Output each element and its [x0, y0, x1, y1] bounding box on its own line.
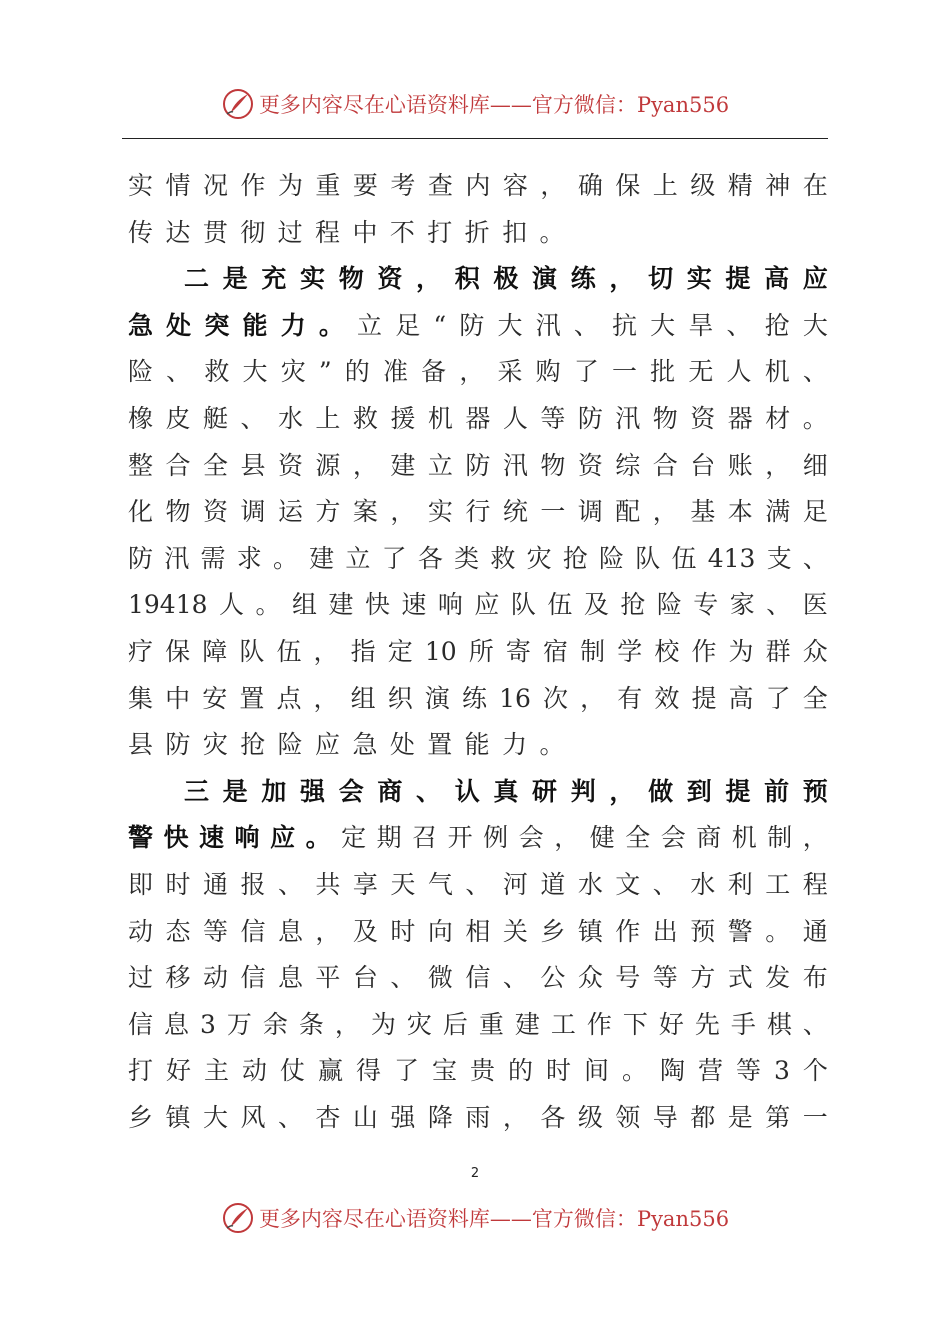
- header-rule: [122, 138, 828, 139]
- quill-pen-logo-icon: [221, 87, 255, 121]
- text-line: 急 处 突 能 力 。 立 足 “ 防 大 汛 、 抗 大 旱 、 抢 大: [128, 310, 828, 340]
- text-line: 三 是 加 强 会 商 、 认 真 研 判 ， 做 到 提 前 预: [184, 776, 828, 806]
- text-line: 化 物 资 调 运 方 案 ， 实 行 统 一 调 配 ， 基 本 满 足: [128, 497, 828, 527]
- document-body: [128, 163, 828, 1141]
- text-line: 防 汛 需 求 。 建 立 了 各 类 救 灾 抢 险 队 伍 413 支 、: [128, 543, 828, 573]
- text-line: 橡 皮 艇 、 水 上 救 援 机 器 人 等 防 汛 物 资 器 材 。: [128, 403, 828, 433]
- text-line: 险 、 救 大 灾 ” 的 准 备 ， 采 购 了 一 批 无 人 机 、: [128, 357, 828, 387]
- text-line: 集 中 安 置 点 ， 组 织 演 练 16 次 ， 有 效 提 高 了 全: [128, 683, 828, 713]
- wechat-id: Pyan556: [636, 1207, 730, 1231]
- wechat-id: Pyan556: [636, 93, 730, 117]
- footer-banner: [0, 1196, 950, 1240]
- banner-text: [259, 89, 729, 119]
- text-line: 警 快 速 响 应 。 定 期 召 开 例 会 ， 健 全 会 商 机 制 ，: [128, 823, 828, 853]
- banner-label: 更多内容尽在心语资料库——官方微信：: [258, 93, 637, 117]
- text-line: 动 态 等 信 息 ， 及 时 向 相 关 乡 镇 作 出 预 警 。 通: [128, 916, 828, 946]
- text-line: 乡 镇 大 风 、 杏 山 强 降 雨 ， 各 级 领 导 都 是 第 一: [128, 1102, 828, 1132]
- text-line: 疗 保 障 队 伍 ， 指 定 10 所 寄 宿 制 学 校 作 为 群 众: [128, 636, 828, 666]
- text-line: 实 情 况 作 为 重 要 考 查 内 容 ， 确 保 上 级 精 神 在: [128, 171, 828, 200]
- text-line: 打 好 主 动 仗 赢 得 了 宝 贵 的 时 间 。 陶 营 等 3 个: [128, 1056, 828, 1086]
- banner-text: [259, 1203, 729, 1233]
- page-number: 2: [470, 1166, 480, 1181]
- text-line: 过 移 动 信 息 平 台 、 微 信 、 公 众 号 等 方 式 发 布: [128, 963, 828, 993]
- header-banner: [0, 82, 950, 126]
- text-line: 传 达 贯 彻 过 程 中 不 打 折 扣 。: [128, 217, 565, 247]
- text-line: 即 时 通 报 、 共 享 天 气 、 河 道 水 文 、 水 利 工 程: [128, 869, 828, 899]
- text-line: 二 是 充 实 物 资 ， 积 极 演 练 ， 切 实 提 高 应: [184, 264, 828, 294]
- text-line: 整 合 全 县 资 源 ， 建 立 防 汛 物 资 综 合 台 账 ， 细: [128, 450, 828, 480]
- text-line: 19418 人 。 组 建 快 速 响 应 队 伍 及 抢 险 专 家 、 医: [128, 590, 828, 620]
- quill-pen-logo-icon: [221, 1201, 255, 1235]
- text-line: 县 防 灾 抢 险 应 急 处 置 能 力 。: [128, 730, 565, 760]
- banner-label: 更多内容尽在心语资料库——官方微信：: [258, 1207, 637, 1231]
- text-line: 信 息 3 万 余 条 ， 为 灾 后 重 建 工 作 下 好 先 手 棋 、: [128, 1009, 828, 1039]
